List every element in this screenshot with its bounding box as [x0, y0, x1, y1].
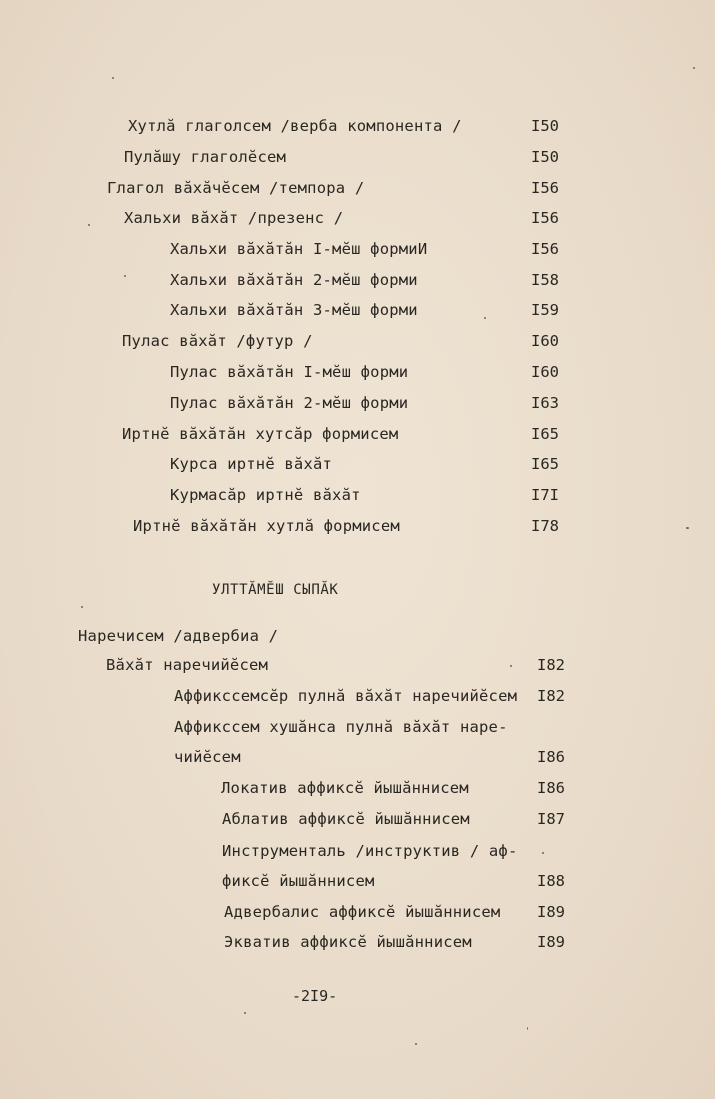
toc-entry-title: Вăхăт наречийĕсем [106, 656, 269, 674]
toc-entry [0, 114, 715, 138]
toc-entry [0, 145, 715, 169]
paper-speck [88, 224, 90, 226]
toc-entry-page: I58 [531, 271, 559, 289]
toc-entry-page: I56 [531, 209, 559, 227]
toc-entry-title: Инструменталь /инструктив / аф- [222, 842, 518, 860]
toc-entry-title: Пулас вăхăтăн I-мĕш форми [170, 363, 409, 381]
toc-entry-title: Хальхи вăхăтăн 2-мĕш форми [170, 271, 418, 289]
toc-entry [0, 869, 715, 893]
toc-entry [0, 930, 715, 954]
toc-entry-page: I60 [531, 332, 559, 350]
toc-entry-page: I7I [531, 486, 559, 504]
paper-speck [124, 275, 126, 277]
toc-entry-title: фиксĕ йышăннисем [222, 872, 375, 890]
toc-entry-title: Курса иртнĕ вăхăт [170, 455, 333, 473]
toc-entry-page: I86 [537, 779, 565, 797]
toc-entry-page: I89 [537, 903, 565, 921]
toc-entry-page: I56 [531, 179, 559, 197]
toc-entry-title: Экватив аффиксĕ йышăннисем [224, 933, 472, 951]
toc-entry-page: I59 [531, 301, 559, 319]
toc-entry [0, 776, 715, 800]
paper-speck [510, 665, 512, 667]
toc-entry-page: I86 [537, 748, 565, 766]
toc-entry-page: I82 [537, 687, 565, 705]
paper-speck [112, 77, 114, 79]
toc-entry-page: I87 [537, 810, 565, 828]
toc-entry [0, 684, 715, 708]
paper-speck [81, 606, 83, 608]
toc-entry-title: Адвербалис аффиксĕ йышăннисем [224, 903, 501, 921]
toc-entry [0, 422, 715, 446]
toc-entry [0, 360, 715, 384]
toc-entry [0, 483, 715, 507]
toc-entry [0, 745, 715, 769]
paper-speck [686, 527, 689, 529]
toc-entry-page: I63 [531, 394, 559, 412]
paper-speck [693, 67, 695, 69]
section-heading: УЛТТĂМĔШ СЫПĂК [212, 582, 339, 598]
toc-entry-title: Аблатив аффиксĕ йышăннисем [222, 810, 470, 828]
toc-entry-page: I89 [537, 933, 565, 951]
toc-entry-title: Хальхи вăхăт /презенс / [124, 209, 344, 227]
toc-entry [0, 176, 715, 200]
toc-entry-title: Глагол вăхăчĕсем /темпора / [107, 179, 365, 197]
toc-entry [0, 900, 715, 924]
paper-speck [527, 1027, 528, 1030]
paper-speck [415, 1043, 417, 1045]
toc-entry-page: I50 [531, 117, 559, 135]
toc-entry-page: I60 [531, 363, 559, 381]
toc-entry [0, 206, 715, 230]
toc-entry [0, 807, 715, 831]
toc-entry [0, 452, 715, 476]
toc-entry-page: I65 [531, 425, 559, 443]
toc-entry-title: чийĕсем [174, 748, 241, 766]
toc-entry-page: I88 [537, 872, 565, 890]
toc-entry-title: Курмасăр иртнĕ вăхăт [170, 486, 361, 504]
toc-entry-title: Аффикссемсĕр пулнă вăхăт наречийĕсем [174, 687, 518, 705]
toc-entry [0, 839, 715, 863]
toc-entry-title: Иртнĕ вăхăтăн хутсăр формисем [122, 425, 399, 443]
toc-entry [0, 329, 715, 353]
toc-entry [0, 391, 715, 415]
toc-entry-page: I82 [537, 656, 565, 674]
toc-entry-title: Аффикссем хушăнса пулнă вăхăт наре- [174, 718, 508, 736]
paper-speck [484, 317, 486, 319]
toc-entry [0, 298, 715, 322]
toc-entry-title: Пулас вăхăтăн 2-мĕш форми [170, 394, 409, 412]
toc-entry-title: Локатив аффиксĕ йышăннисем [221, 779, 469, 797]
toc-entry [0, 653, 715, 677]
toc-entry [0, 268, 715, 292]
toc-entry-page: I78 [531, 517, 559, 535]
toc-entry-title: Пулас вăхăт /футур / [122, 332, 313, 350]
toc-entry-title: Иртнĕ вăхăтăн хутлă формисем [133, 517, 400, 535]
toc-entry [0, 237, 715, 261]
toc-entry-title: Хальхи вăхăтăн I-мĕш формиИ [170, 240, 428, 258]
toc-entry-title: Хутлă глаголсем /верба компонента / [128, 117, 462, 135]
toc-entry [0, 514, 715, 538]
paper-speck [542, 852, 544, 854]
paper-speck [244, 1012, 246, 1014]
page-number: -2I9- [292, 987, 338, 1005]
toc-entry [0, 624, 715, 648]
toc-entry-title: Хальхи вăхăтăн 3-мĕш форми [170, 301, 418, 319]
toc-entry-page: I65 [531, 455, 559, 473]
toc-entry-page: I56 [531, 240, 559, 258]
toc-entry [0, 715, 715, 739]
toc-entry-page: I50 [531, 148, 559, 166]
toc-entry-title: Пулăшу глаголĕсем [124, 148, 287, 166]
toc-entry-title: Наречисем /адвербиа / [78, 627, 279, 645]
